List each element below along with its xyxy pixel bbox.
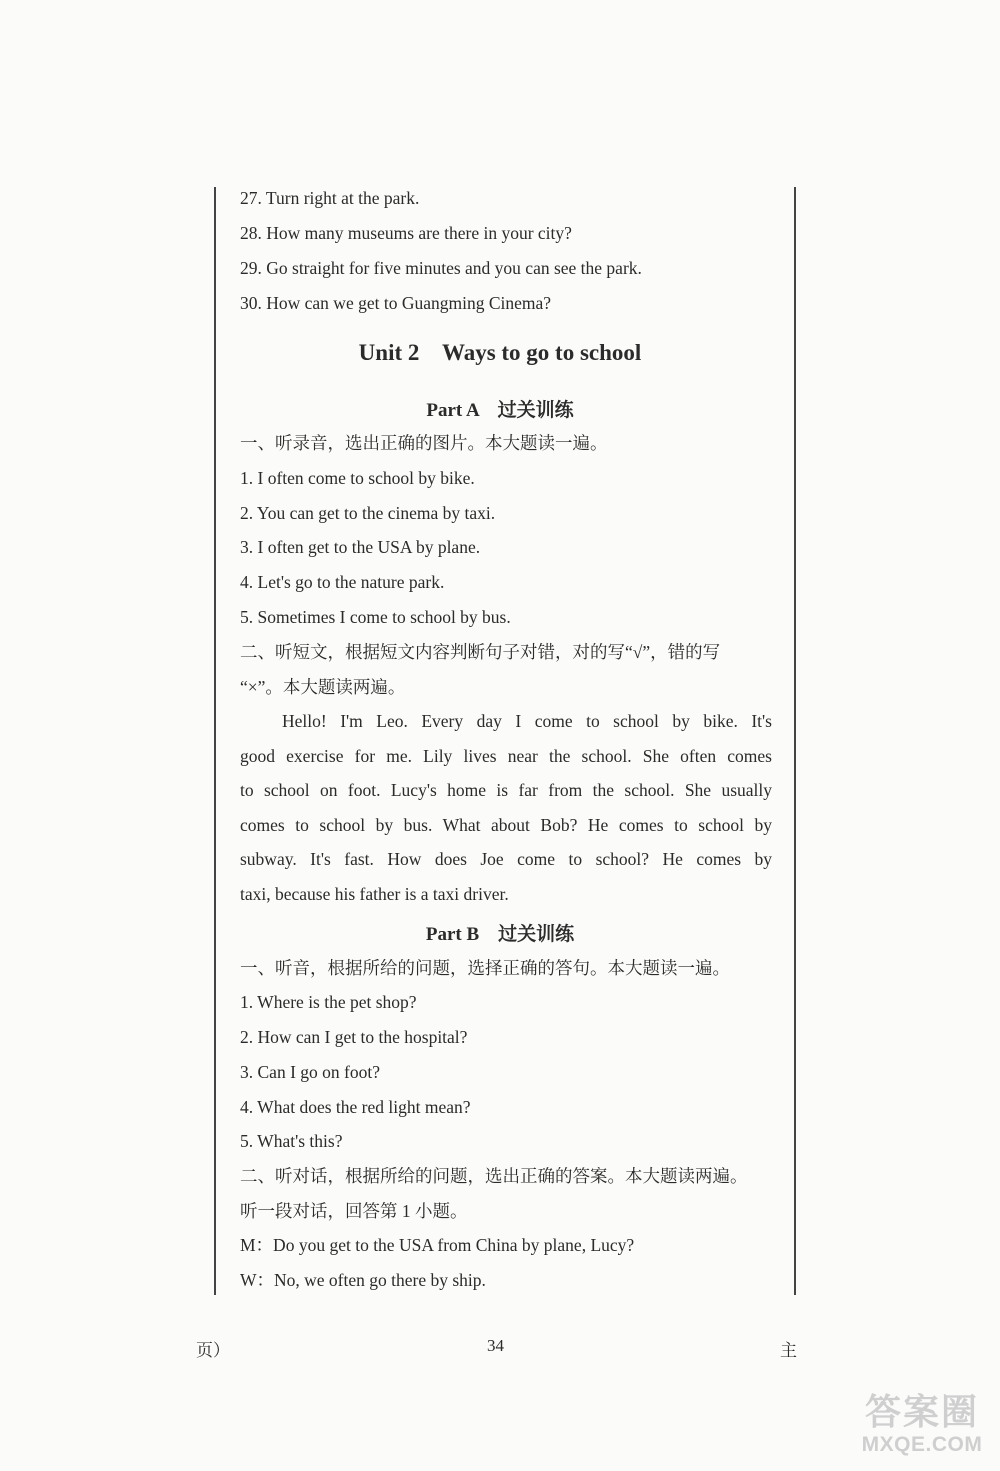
list-item: 1. Where is the pet shop? [240,992,417,1012]
passage-line: good exercise for me. Lily lives near the school. She often comes [240,746,772,766]
page-number: 34 [487,1336,504,1355]
list-item: 2. You can get to the cinema by taxi. [240,503,496,523]
list-item: 4. What does the red light mean? [240,1097,471,1117]
dialogue-line: M：Do you get to the USA from China by plane, Lucy? [240,1235,635,1255]
section-heading: 二、听短文，根据短文内容判断句子对错，对的写“√”，错的写 [240,642,721,662]
watermark-logo [848,1392,996,1458]
list-item: 29. Go straight for five minutes and you can see the park. [240,258,642,278]
dialogue-line: W：No, we often go there by ship. [240,1270,486,1290]
footer-right-text: 主 [780,1341,797,1360]
list-item: 5. What's this? [240,1131,343,1151]
section-subheading: 听一段对话，回答第 1 小题。 [240,1201,468,1221]
passage-line: to school on foot. Lucy's home is far from the school. She usually [240,780,772,800]
part-b-title: Part B 过关训练 [425,924,575,945]
list-item: 30. How can we get to Guangming Cinema? [240,293,552,313]
section-heading-continued: “×”。本大题读两遍。 [240,677,406,697]
section-heading: 一、听录音，选出正确的图片。本大题读一遍。 [240,433,608,453]
watermark-text: 答案圈 [864,1391,979,1432]
list-item: 5. Sometimes I come to school by bus. [240,607,511,627]
passage-line: taxi, because his father is a taxi driver. [240,884,509,904]
list-item: 1. I often come to school by bike. [240,468,475,488]
passage-line: Hello! I'm Leo. Every day I come to school by bike. It's [282,711,772,731]
section-heading: 一、听音，根据所给的问题，选择正确的答句。本大题读一遍。 [240,958,730,978]
footer-left-text: 页） [196,1341,230,1360]
list-item: 27. Turn right at the park. [240,188,420,208]
list-item: 3. I often get to the USA by plane. [240,537,481,557]
watermark-url: MXQE.COM [861,1433,983,1456]
unit-title: Unit 2 Ways to go to school [358,340,642,365]
part-a-title: Part A 过关训练 [426,400,574,421]
list-item: 3. Can I go on foot? [240,1062,380,1082]
list-item: 2. How can I get to the hospital? [240,1027,468,1047]
section-heading: 二、听对话，根据所给的问题，选出正确的答案。本大题读两遍。 [240,1166,748,1186]
passage-line: subway. It's fast. How does Joe come to school? He comes by [240,849,772,869]
list-item: 28. How many museums are there in your city? [240,223,572,243]
list-item: 4. Let's go to the nature park. [240,572,445,592]
passage-line: comes to school by bus. What about Bob? He comes to school by [240,815,772,835]
